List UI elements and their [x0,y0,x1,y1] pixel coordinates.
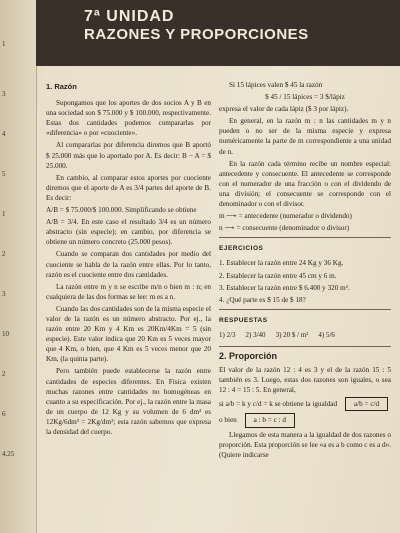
paragraph: En la razón cada término recibe un nombre especial: antecedente y consecuente. El antecedente se corresponde con el numerador de una fracción o con el dividendo de una división; el consecuente se corresponde con el denominador o con el divisor. [219,159,391,209]
exercises-heading: EJERCICIOS [219,245,264,253]
answers-row [219,330,391,340]
margin-glyph: 6 [2,410,6,418]
exercise-item: 2. Establecer la razón entre 45 cm y 6 m. [219,271,337,280]
left-column [46,80,211,439]
boxed-formula: a : b = c : d [245,413,295,427]
inline-text: si a/b = k y c/d = k se obtiene la igualdad [219,400,338,409]
paragraph: Cuando se comparan dos cantidades por medio del cuociente se habla de la razón entre ellas. Por lo tanto, razón es el cuociente entre dos cantidades. [46,250,211,279]
answers-heading: RESPUESTAS [219,316,268,324]
chapter-number: 7ª UNIDAD [84,8,175,25]
margin-glyph: 2 [2,250,6,258]
boxed-formula: a/b = c/d [345,397,388,411]
answer-item: 3) 20 $ / m² [275,330,309,339]
divider [219,346,391,347]
answer-item: 2) 3/40 [245,330,266,339]
margin-glyph: 4.25 [2,450,15,458]
paragraph: El valor de la razón 12 : 4 es 3 y el de la razón 15 : 5 también es 3. Luego, estas dos razones son iguales, o sea 12 : 4 = 15 : 5. En general, [219,366,391,395]
margin-glyph: 3 [2,90,6,98]
definition-line: m ⟶ = antecedente (numerador o dividendo) [219,212,352,221]
answer-item: 1) 2/3 [219,330,236,339]
exercise-item: 1. Establecer la razón entre 24 Kg y 36 Kg. [219,259,344,268]
paragraph [219,397,391,411]
paragraph: En cambio, al comparar estos aportes por cuociente diremos que el aporte de A es 3/4 partes del aporte de B. Es decir: [46,173,211,202]
right-column [219,80,391,462]
paragraph: Supongamos que los aportes de dos socios A y B en una sociedad son $ 75.000 y $ 100.000, respectivamente. Estas dos cantidades podemos compararlas por «diferencia» o por «cuociente». [46,99,211,138]
margin-glyph: 1 [2,210,6,218]
paragraph: A/B = 3/4. En este caso el resultado 3/4 es un número abstracto (sin especie); en cambio, por diferencia se obtiene un número concreto (25.000 pesos). [46,218,211,247]
inline-text: o bien [219,416,237,425]
exercise-list [219,258,391,304]
margin-glyph: 2 [2,370,6,378]
margin-glyph: 4 [2,130,6,138]
chapter-title: RAZONES Y PROPORCIONES [84,26,309,43]
formula-line: A/B = $ 75.000/$ 100.000. Simplificando se obtiene [46,206,197,215]
section-heading: 2. Proporción [219,350,278,361]
paragraph: Pero también puede establecerse la razón entre cantidades de especies diferentes. En Física existen muchas razones entre cantidades no homogéneas en cuanto a su especificación. Por ej., la razón entre la masa de un cuerpo de 12 Kg y su volumen de 6 dm³ es 12Kg/6dm³ = 2Kg/dm³; esta razón sabemos que expresa la densidad del cuerpo. [46,367,211,436]
paragraph: expresa el valor de cada lápiz ($ 3 por lápiz). [219,105,349,114]
margin-glyph: 10 [2,330,9,338]
paragraph: La razón entre m y n se escribe m/n o bien m : n; en cualquiera de las dos formas se lee: m es a n. [46,282,211,301]
paragraph: Llegamos de esta manera a la igualdad de dos razones o proporción. Esta proporción se lee «a es a b como c es a d». (Quiere indicarse [219,430,391,459]
paragraph: Si 15 lápices valen $ 45 la razón [229,81,323,89]
exercise-item: 3. Establecer la razón entre $ 6.400 y 320 m². [219,283,350,292]
divider [219,237,391,238]
paragraph [219,413,391,427]
exercise-item: 4. ¿Qué parte es $ 15 de $ 18? [219,295,306,304]
previous-page-edge [0,0,37,533]
definition-line: n ⟶ = consecuente (denominador o divisor) [219,224,350,233]
answer-item: 4) 5/6 [318,330,335,339]
chapter-header [36,0,400,66]
margin-glyph: 3 [2,290,6,298]
margin-glyph: 5 [2,170,6,178]
paragraph: Cuando las dos cantidades son de la misma especie el valor de la razón es un número abstracto. Por ej., la razón entre 20 Km y 4 Km es 20Km/4Km = 5 (sin especie). Este valor indica que 20 Km es 5 veces mayor que 4 Km, o bien, que 4 Km es 5 veces menor que 20 Km, (la quinta parte). [46,304,211,364]
formula-line: $ 45 / 15 lápices = 3 $/lápiz [265,93,345,102]
section-heading: 1. Razón [46,82,77,91]
margin-glyph: 1 [2,40,6,48]
paragraph: En general, en la razón m : n las cantidades m y n pueden o no ser de la misma especie y expresa numéricamente la parte de m correspondiente a una unidad de n. [219,117,391,156]
paragraph: Al compararlas por diferencia diremos que B aportó $ 25.000 más que lo aportado por A. Es decir: B − A = $ 25.000. [46,141,211,170]
divider [219,309,391,310]
